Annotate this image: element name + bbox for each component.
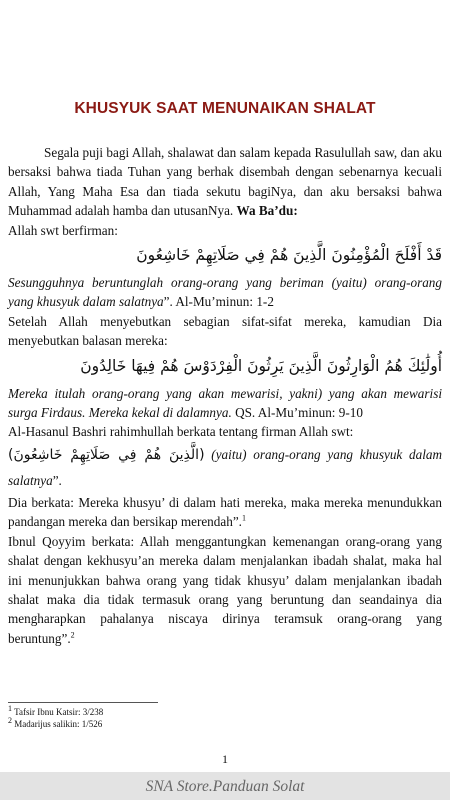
footnotes xyxy=(8,706,103,730)
footnote-mark-1[interactable]: 1 xyxy=(241,513,246,523)
translation-1-text: Sesungguhnya beruntunglah orang-orang yang beriman (yaitu) orang-orang yang khusyuk dalam salatnya xyxy=(8,275,442,310)
arabic-inline-3: (الَّذِينَ هُمْ فِي صَلَاتِهِمْ خَاشِعُونَ) xyxy=(8,446,205,463)
translation-1 xyxy=(8,273,442,312)
translation-2-ref: QS. Al-Mu’minun: 9-10 xyxy=(231,405,363,421)
footnote-1-mark: 1 xyxy=(8,704,12,713)
footer-watermark: SNA Store.Panduan Solat xyxy=(145,778,305,795)
paragraph-6-text: Ibnul Qoyyim berkata: Allah menggantungkan kemenangan orang-orang yang shalat dengan kekhusyu’an mereka dalam menjalankan ibadah shalat, maka hal ini menunjukkan bahwa orang yang tidak khusyu’ dalam menjalankan ibadah shalat maka dia tidak termasuk orang yang beruntung dan seandainya dia mengharapkan pahalanya niscaya dirinya teramsuk orang-orang yang beruntung”. xyxy=(8,533,442,646)
arabic-verse-2: أُولَٰئِكَ هُمُ الْوَارِثُونَ الَّذِينَ يَرِثُونَ الْفِرْدَوْسَ هُمْ فِيهَا خَالِدُونَ xyxy=(80,356,442,375)
translation-2 xyxy=(8,384,442,423)
wa-badu-label: Wa Ba’du: xyxy=(236,203,298,219)
translation-1-ref: ”. Al-Mu’minun: 1-2 xyxy=(163,294,274,310)
paragraph-5 xyxy=(8,493,442,532)
arabic-verse-1: قَدْ أَفْلَحَ الْمُؤْمِنُونَ الَّذِينَ هُمْ فِي صَلَاتِهِمْ خَاشِعُونَ xyxy=(136,246,442,265)
page-title: KHUSYUK SAAT MENUNAIKAN SHALAT xyxy=(74,100,376,117)
translation-2-text: Mereka itulah orang-orang yang akan mewarisi, yakni) yang akan mewarisi surga Firdaus. Mereka kekal di dalamnya. xyxy=(8,385,442,421)
intro-text: Segala puji bagi Allah, shalawat dan salam kepada Rasulullah saw, dan aku bersaksi bahwa tiada Tuhan yang berhak disembah dengan sebenarnya kecuali Allah, Yang Maha Esa dan tiada sekutu bagiNya, dan aku bersaksi bahwa Muhammad adalah hamba dan utusanNya. xyxy=(8,145,442,219)
quran-intro: Allah swt berfirman: xyxy=(8,222,118,238)
paragraph-3: Setelah Allah menyebutkan sebagian sifat-sifat mereka, kamudian Dia menyebutkan balasan mereka: xyxy=(8,313,442,349)
footnote-2 xyxy=(8,718,103,730)
paragraph-6 xyxy=(8,532,442,648)
paragraph-5-text: Dia berkata: Mereka khusyu’ di dalam hati mereka, maka mereka menundukkan pandangan mereka dan bersikap merendah”. xyxy=(8,494,442,530)
footnote-2-mark: 2 xyxy=(8,716,12,725)
translation-3 xyxy=(8,442,442,493)
paragraph-4: Al-Hasanul Bashri rahimhullah berkata tentang firman Allah swt: xyxy=(8,424,354,440)
page-number: 1 xyxy=(222,752,228,766)
footnote-2-text: Madarijus salikin: 1/526 xyxy=(12,719,103,729)
translation-3-ref: ”. xyxy=(52,472,62,488)
document-body xyxy=(8,143,442,648)
footnote-1-text: Tafsir Ibnu Katsir: 3/238 xyxy=(12,707,104,717)
intro-paragraph xyxy=(8,143,442,221)
translation-3-text: (yaitu) orang-orang yang khusyuk dalam salatnya xyxy=(8,446,442,488)
footnote-1 xyxy=(8,706,103,718)
footnote-divider xyxy=(8,702,158,703)
footnote-mark-2[interactable]: 2 xyxy=(70,630,75,640)
